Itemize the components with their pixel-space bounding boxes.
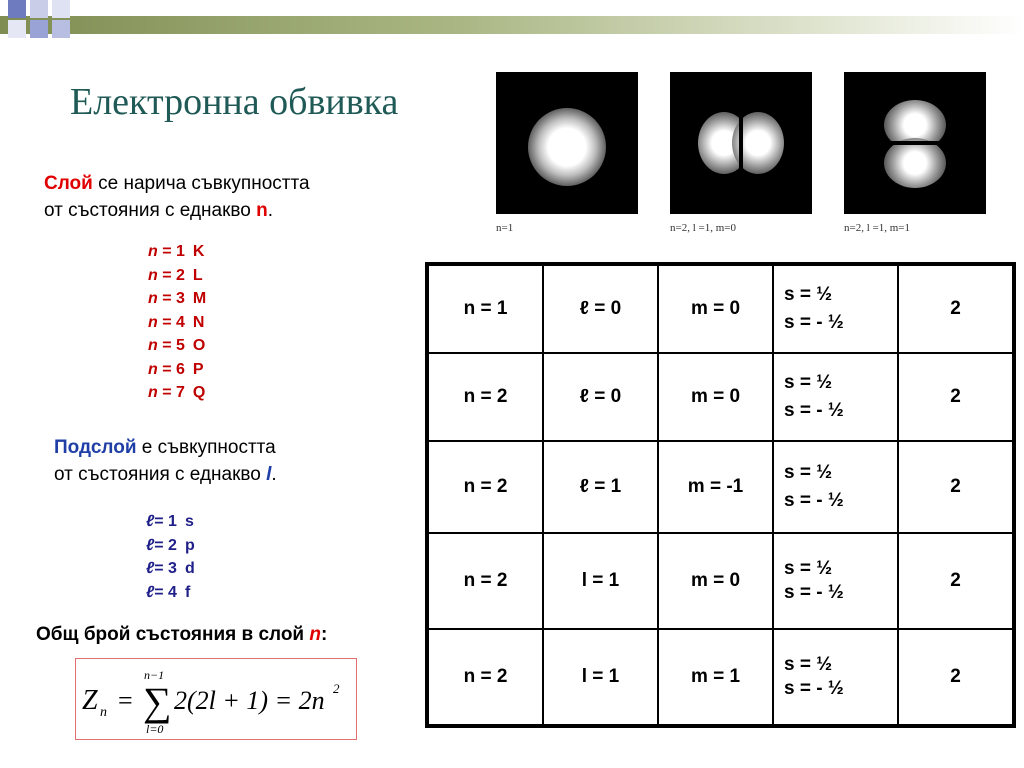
cell-m: m = 0 (658, 265, 773, 353)
sublayer-definition (54, 434, 277, 488)
cell-s: s = ½ s = - ½ (773, 265, 898, 353)
sublayer-def-line1: е съвкупността (136, 437, 276, 458)
decor-square (8, 0, 26, 18)
quantum-table (427, 264, 1014, 726)
shell-item: n = 4 N (148, 313, 205, 331)
cell-n: n = 1 (428, 265, 543, 353)
shell-item: n = 6 P (148, 360, 204, 378)
cell-n: n = 2 (428, 353, 543, 441)
cell-s: s = ½ s = - ½ (773, 629, 898, 725)
total-states-label: Общ брой състояния в слой n: (36, 624, 328, 645)
formula-exponent: 2 (333, 681, 340, 696)
subshell-item: ℓ= 3 d (146, 560, 195, 577)
cell-n: n = 2 (428, 533, 543, 629)
top-gradient-stripe (0, 16, 1024, 34)
cell-l: ℓ = 0 (543, 265, 658, 353)
sublayer-def-line2: от състояния с еднакво (54, 464, 267, 485)
decor-square (30, 0, 48, 18)
cell-count: 2 (898, 265, 1013, 353)
layer-definition (44, 170, 310, 224)
subshell-item: ℓ= 2 p (146, 536, 195, 554)
formula-lhs-sub: n (100, 705, 107, 720)
subshell-item: ℓ= 4 f (146, 583, 191, 601)
formula-equals: = (118, 686, 133, 715)
shell-item: n = 1 K (148, 243, 205, 260)
layer-def-line2: от състояния с еднакво (44, 200, 257, 221)
formula-box (75, 658, 357, 740)
orbital-caption: n=2, l =1, m=1 (844, 222, 910, 234)
layer-def-end: . (267, 200, 274, 221)
cell-m: m = 0 (658, 353, 773, 441)
cell-m: m = 0 (658, 533, 773, 629)
orbital-image-2 (670, 72, 812, 234)
shell-item: n = 7 Q (148, 384, 206, 401)
top-decoration-bar (0, 0, 1024, 46)
slide-title: Електронна обвивка (70, 81, 399, 123)
shell-item: n = 3 M (148, 290, 207, 307)
table-row (428, 629, 1013, 725)
cell-m: m = -1 (658, 441, 773, 533)
shell-item: n = 5 O (148, 337, 206, 354)
table-row (428, 265, 1013, 353)
shell-list (148, 240, 206, 405)
sublayer-def-end: . (271, 464, 277, 485)
subshell-list (146, 510, 195, 604)
layer-term: Слой (44, 173, 93, 194)
cell-n: n = 2 (428, 629, 543, 725)
cell-l: ℓ = 1 (543, 441, 658, 533)
shell-item: n = 2 L (148, 266, 203, 284)
decor-square (8, 20, 26, 38)
formula-upper-limit: n−1 (144, 668, 165, 682)
formula-lower-limit: l=0 (146, 722, 164, 736)
cell-l: l = 1 (543, 533, 658, 629)
cell-count: 2 (898, 629, 1013, 725)
layer-var: n (256, 200, 268, 221)
cell-l: l = 1 (543, 629, 658, 725)
formula-body: 2(2l + 1) = 2n (174, 686, 325, 715)
table-row (428, 441, 1013, 533)
table-row (428, 533, 1013, 629)
orbital-image-1 (496, 72, 638, 234)
subshell-item: ℓ= 1 s (146, 513, 194, 530)
orbital-pic-s (496, 72, 638, 214)
cell-s: s = ½ s = - ½ (773, 353, 898, 441)
orbital-caption: n=1 (496, 222, 514, 234)
formula-lhs: Z (82, 685, 98, 716)
cell-s: s = ½ s = - ½ (773, 441, 898, 533)
table-row (428, 353, 1013, 441)
cell-l: ℓ = 0 (543, 353, 658, 441)
layer-def-line1: се нарича съвкупността (92, 173, 310, 194)
cell-count: 2 (898, 533, 1013, 629)
cell-n: n = 2 (428, 441, 543, 533)
sublayer-term: Подслой (54, 437, 137, 458)
cell-count: 2 (898, 441, 1013, 533)
cell-s: s = ½ s = - ½ (773, 533, 898, 629)
orbital-pic-pz (670, 72, 812, 214)
orbital-image-3 (844, 72, 986, 234)
sublayer-var: l (266, 464, 272, 485)
orbital-pic-px (844, 72, 986, 214)
cell-m: m = 1 (658, 629, 773, 725)
decor-square (30, 20, 48, 38)
decor-square (52, 20, 70, 38)
cell-count: 2 (898, 353, 1013, 441)
formula-svg (76, 659, 356, 739)
formula-sigma: ∑ (143, 679, 172, 724)
orbital-caption: n=2, l =1, m=0 (670, 222, 736, 234)
decor-square (52, 0, 70, 18)
